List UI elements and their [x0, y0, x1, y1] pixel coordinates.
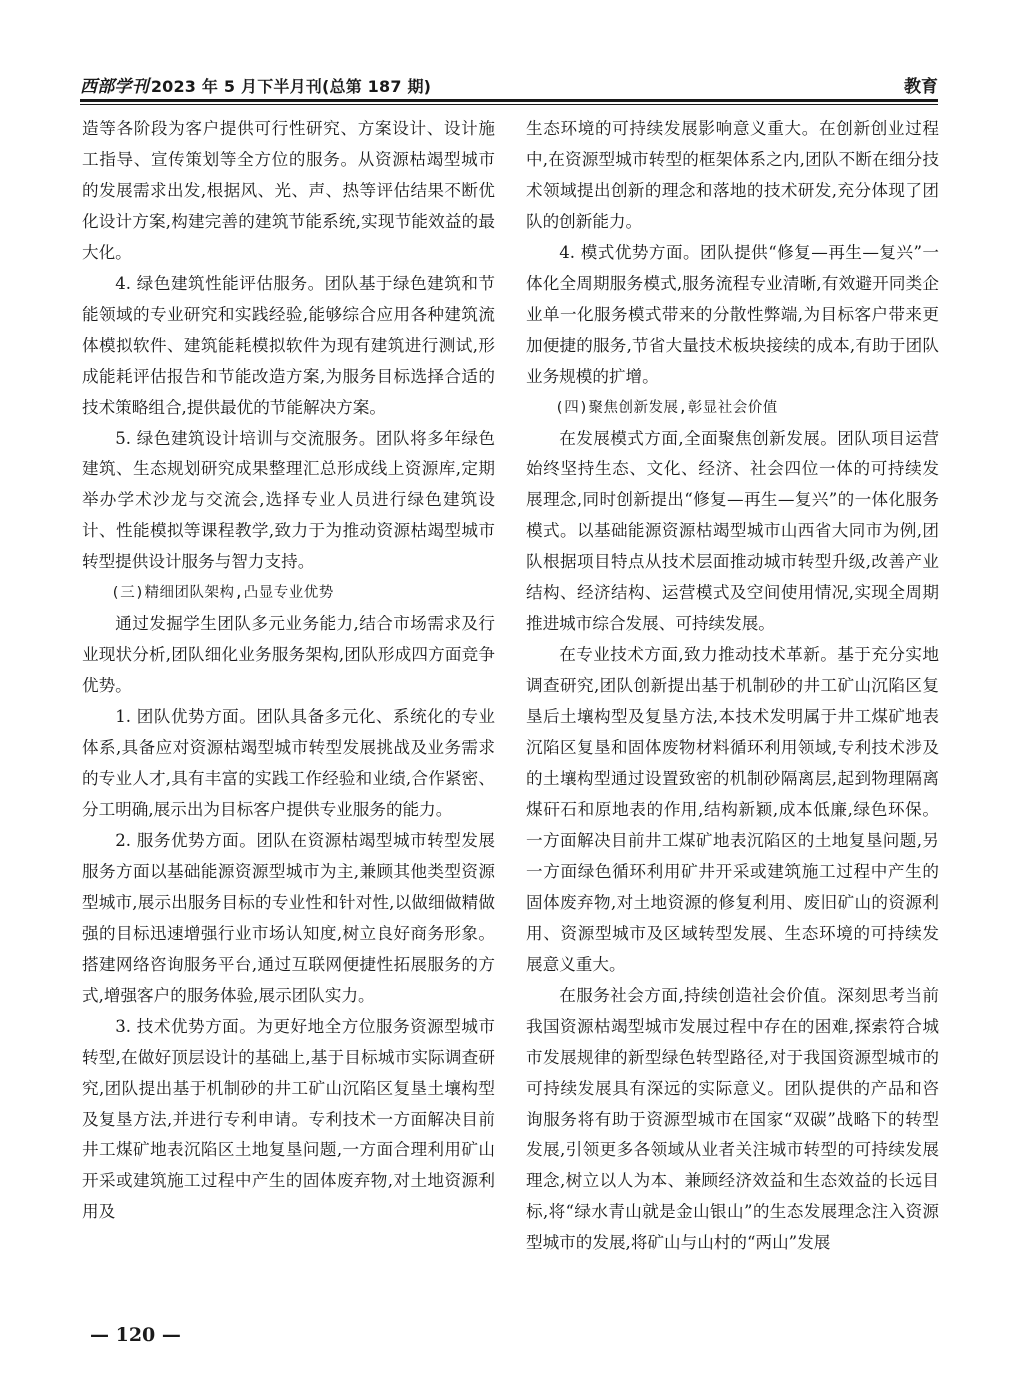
paragraph: 4. 绿色建筑性能评估服务。团队基于绿色建筑和节能领域的专业研究和实践经验,能够综合应用各种建筑流体模拟软件、建筑能耗模拟软件为现有建筑进行测试,形成能耗评估报告和节能改造方案,为服务目标选择合适的技术策略组合,提供最优的节能解决方案。 — [82, 273, 495, 417]
right-column — [526, 114, 939, 1259]
paragraph: 在服务社会方面,持续创造社会价值。深刻思考当前我国资源枯竭型城市发展过程中存在的困难,探索符合城市发展规律的新型绿色转型路径,对于我国资源型城市的可持续发展具有深远的实际意义。团队提供的产品和咨询服务将有助于资源型城市在国家“双碳”战略下的转型发展,引领更多各领域从业者关注城市转型的可持续发展理念,树立以人为本、兼顾经济效益和生态效益的长远目标,将“绿水青山就是金山银山”的生态发展理念注入资源型城市的发展,将矿山与山村的“两山”发展 — [526, 985, 939, 1253]
paragraph: 在专业技术方面,致力推动技术革新。基于充分实地调查研究,团队创新提出基于机制砂的井工矿山沉陷区复垦后土壤构型及复垦方法,本技术发明属于井工煤矿地表沉陷区复垦和固体废物材料循环利用领域,专利技术涉及的土壤构型通过设置致密的机制砂隔离层,起到物理隔离煤矸石和原地表的作用,结构新颖,成本低廉,绿色环保。一方面解决目前井工煤矿地表沉陷区的土地复垦问题,另一方面绿色循环利用矿井开采或建筑施工过程中产生的固体废弃物,对土地资源的修复利用、废旧矿山的资源利用、资源型城市及区域转型发展、生态环境的可持续发展意义重大。 — [526, 645, 939, 974]
section-subheading: (三)精细团队架构,凸显专业优势 — [111, 585, 334, 602]
paragraph: 5. 绿色建筑设计培训与交流服务。团队将多年绿色建筑、生态规划研究成果整理汇总形成线上资源库,定期举办学术沙龙与交流会,选择专业人员进行绿色建筑设计、性能模拟等课程教学,致力于为推动资源枯竭型城市转型提供设计服务与智力支持。 — [82, 428, 495, 572]
paragraph: 在发展模式方面,全面聚焦创新发展。团队项目运营始终坚持生态、文化、经济、社会四位一体的可持续发展理念,同时创新提出“修复—再生—复兴”的一体化服务模式。以基础能源资源枯竭型城市山西省大同市为例,团队根据项目特点从技术层面推动城市转型升级,改善产业结构、经济结构、运营模式及空间使用情况,实现全周期推进城市综合发展、可持续发展。 — [526, 428, 939, 634]
section-label: 教育 — [904, 77, 938, 97]
paragraph: 1. 团队优势方面。团队具备多元化、系统化的专业体系,具备应对资源枯竭型城市转型发展挑战及业务需求的专业人才,具有丰富的实践工作经验和业绩,合作紧密、分工明确,展示出为目标客户提供专业服务的能力。 — [82, 707, 495, 819]
paragraph: 2. 服务优势方面。团队在资源枯竭型城市转型发展服务方面以基础能源资源型城市为主,兼顾其他类型资源型城市,展示出服务目标的专业性和针对性,以做细做精做强的目标迅速增强行业市场认知度,树立良好商务形象。搭建网络咨询服务平台,通过互联网便捷性拓展服务的方式,增强客户的服务体验,展示团队实力。 — [82, 830, 495, 1005]
paragraph: 4. 模式优势方面。团队提供“修复—再生—复兴”一体化全周期服务模式,服务流程专业清晰,有效避开同类企业单一化服务模式带来的分散性弊端,为目标客户带来更加便捷的服务,节省大量技术板块接续的成本,有助于团队业务规模的扩增。 — [526, 242, 939, 386]
page-header — [80, 66, 938, 100]
journal-name: 西部学刊 — [80, 77, 149, 97]
left-column — [82, 114, 495, 1228]
paragraph-continued: 造等各阶段为客户提供可行性研究、方案设计、设计施工指导、宣传策划等全方位的服务。从资源枯竭型城市的发展需求出发,根据风、光、声、热等评估结果不断优化设计方案,构建完善的建筑节能系统,实现节能效益的最大化。 — [82, 119, 495, 262]
paragraph-continued: 生态环境的可持续发展影响意义重大。在创新创业过程中,在资源型城市转型的框架体系之内,团队不断在细分技术领域提出创新的理念和落地的技术研发,充分体现了团队的创新能力。 — [526, 119, 939, 231]
header-journal-info — [80, 72, 431, 97]
paragraph: 3. 技术优势方面。为更好地全方位服务资源型城市转型,在做好顶层设计的基础上,基于目标城市实际调查研究,团队提出基于机制砂的井工矿山沉陷区复垦土壤构型及复垦方法,并进行专利申请。专利技术一方面解决目前井工煤矿地表沉陷区土地复垦问题,一方面合理利用矿山开采或建筑施工过程中产生的固体废弃物,对土地资源利用及 — [82, 1016, 495, 1222]
issue-info: 2023 年 5 月下半月刊(总第 187 期) — [150, 77, 432, 96]
header-rule-thin — [80, 104, 938, 105]
page-number: — 120 — — [90, 1324, 181, 1346]
section-subheading: (四)聚焦创新发展,彰显社会价值 — [555, 399, 778, 416]
paragraph: 通过发掘学生团队多元业务能力,结合市场需求及行业现状分析,团队细化业务服务架构,团队形成四方面竞争优势。 — [82, 614, 495, 696]
header-rule-thick — [80, 99, 938, 102]
